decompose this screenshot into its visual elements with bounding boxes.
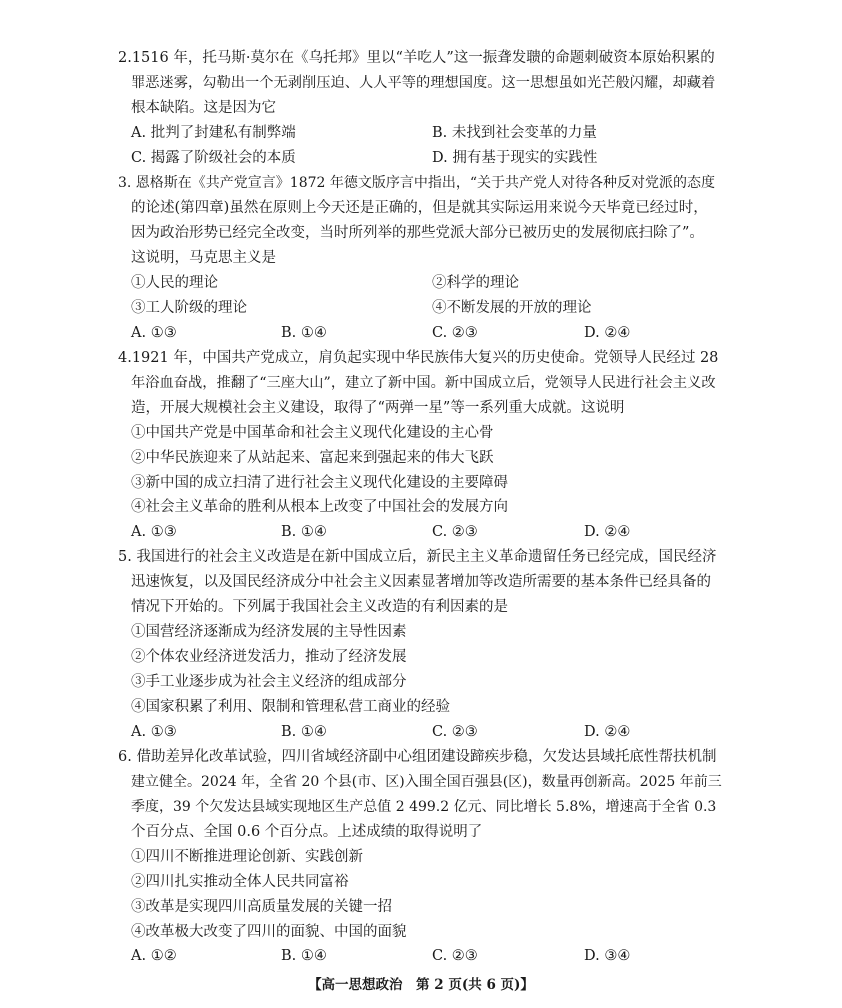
q6-statement-3: ③改革是实现四川高质量发展的关键一招: [131, 899, 392, 915]
q6-statement-2: ②四川扎实推动全体人民共同富裕: [131, 874, 349, 890]
q6-line-2: 建立健全。2024 年，全省 20 个县(市、区)入围全国百强县(区)，数量再创新高。2025 年前三: [131, 774, 722, 790]
q3-statement-1: ①人民的理论: [131, 275, 218, 291]
q3-line-1: 3. 恩格斯在《共产党宣言》1872 年德文版序言中指出，“关于共产党人对待各种反对党派的态度: [118, 175, 716, 191]
q4-option-c[interactable]: C. ②③: [432, 524, 478, 540]
q6-line-3: 季度，39 个欠发达县域实现地区生产总值 2 499.2 亿元、同比增长 5.8%，增速高于全省 0.3: [131, 799, 717, 815]
q5-option-c[interactable]: C. ②③: [432, 724, 478, 740]
q4-statement-4: ④社会主义革命的胜利从根本上改变了中国社会的发展方向: [131, 499, 508, 515]
q3-statement-3: ③工人阶级的理论: [131, 300, 247, 316]
q3-line-4: 这说明，马克思主义是: [131, 250, 276, 266]
q6-statement-4: ④改革极大改变了四川的面貌、中国的面貌: [131, 924, 407, 940]
q4-line-1: 4.1921 年，中国共产党成立，肩负起实现中华民族伟大复兴的历史使命。党领导人民经过 28: [118, 350, 719, 366]
q5-option-b[interactable]: B. ①④: [281, 724, 327, 740]
q4-statement-2: ②中华民族迎来了从站起来、富起来到强起来的伟大飞跃: [131, 450, 494, 466]
q2-line-1: 2.1516 年，托马斯·莫尔在《乌托邦》里以“羊吃人”这一振聋发聩的命题刺破资本原始积累的: [118, 50, 715, 66]
q2-option-b[interactable]: B. 未找到社会变革的力量: [432, 125, 597, 141]
q5-line-2: 迅速恢复，以及国民经济成分中社会主义因素显著增加等改造所需要的基本条件已经具备的: [131, 574, 711, 590]
q5-line-1: 5. 我国进行的社会主义改造是在新中国成立后，新民主主义革命遗留任务已经完成，国民经济: [118, 549, 717, 565]
q3-line-2: 的论述(第四章)虽然在原则上今天还是正确的，但是就其实际运用来说今天毕竟已经过时，: [131, 200, 708, 216]
q3-statement-2: ②科学的理论: [432, 275, 519, 291]
q4-statement-1: ①中国共产党是中国革命和社会主义现代化建设的主心骨: [131, 425, 494, 441]
q6-option-c[interactable]: C. ②③: [432, 948, 478, 964]
q4-statement-3: ③新中国的成立扫清了进行社会主义现代化建设的主要障碍: [131, 475, 508, 491]
q4-option-b[interactable]: B. ①④: [281, 524, 327, 540]
q3-line-3: 因为政治形势已经完全改变，当时所列举的那些党派大部分已被历史的发展彻底扫除了”。: [131, 225, 704, 241]
q4-option-a[interactable]: A. ①③: [131, 524, 177, 540]
q3-option-a[interactable]: A. ①③: [131, 325, 177, 341]
q5-statement-4: ④国家积累了利用、限制和管理私营工商业的经验: [131, 699, 450, 715]
q4-option-d[interactable]: D. ②④: [584, 524, 631, 540]
q6-statement-1: ①四川不断推进理论创新、实践创新: [131, 849, 363, 865]
q2-option-a[interactable]: A. 批判了封建私有制弊端: [131, 125, 296, 141]
q2-option-c[interactable]: C. 揭露了阶级社会的本质: [131, 150, 296, 166]
q4-line-3: 造，开展大规模社会主义建设，取得了“两弹一星”等一系列重大成就。这说明: [131, 400, 625, 416]
q6-line-1: 6. 借助差异化改革试验，四川省域经济副中心组团建设蹄疾步稳，欠发达县域托底性帮扶机制: [118, 749, 717, 765]
q5-statement-2: ②个体农业经济迸发活力，推动了经济发展: [131, 649, 407, 665]
q5-option-d[interactable]: D. ②④: [584, 724, 631, 740]
q2-line-3: 根本缺陷。这是因为它: [131, 100, 276, 116]
q3-option-c[interactable]: C. ②③: [432, 325, 478, 341]
q2-line-2: 罪恶迷雾，勾勒出一个无剥削压迫、人人平等的理想国度。这一思想虽如光芒般闪耀，却藏着: [131, 75, 716, 91]
q4-line-2: 年浴血奋战，推翻了“三座大山”，建立了新中国。新中国成立后，党领导人民进行社会主义改: [131, 375, 716, 391]
q6-option-b[interactable]: B. ①④: [281, 948, 327, 964]
q2-option-d[interactable]: D. 拥有基于现实的实践性: [432, 150, 598, 166]
q6-option-d[interactable]: D. ③④: [584, 948, 631, 964]
q6-line-4: 个百分点、全国 0.6 个百分点。上述成绩的取得说明了: [131, 824, 483, 840]
q5-line-3: 情况下开始的。下列属于我国社会主义改造的有利因素的是: [131, 599, 508, 615]
q5-statement-3: ③手工业逐步成为社会主义经济的组成部分: [131, 674, 407, 690]
q5-option-a[interactable]: A. ①③: [131, 724, 177, 740]
page-footer: 【高一思想政治 第 2 页(共 6 页)】: [308, 977, 534, 993]
q6-option-a[interactable]: A. ①②: [131, 948, 177, 964]
q3-statement-4: ④不断发展的开放的理论: [432, 300, 592, 316]
q5-statement-1: ①国营经济逐渐成为经济发展的主导性因素: [131, 624, 407, 640]
q3-option-d[interactable]: D. ②④: [584, 325, 631, 341]
q3-option-b[interactable]: B. ①④: [281, 325, 327, 341]
